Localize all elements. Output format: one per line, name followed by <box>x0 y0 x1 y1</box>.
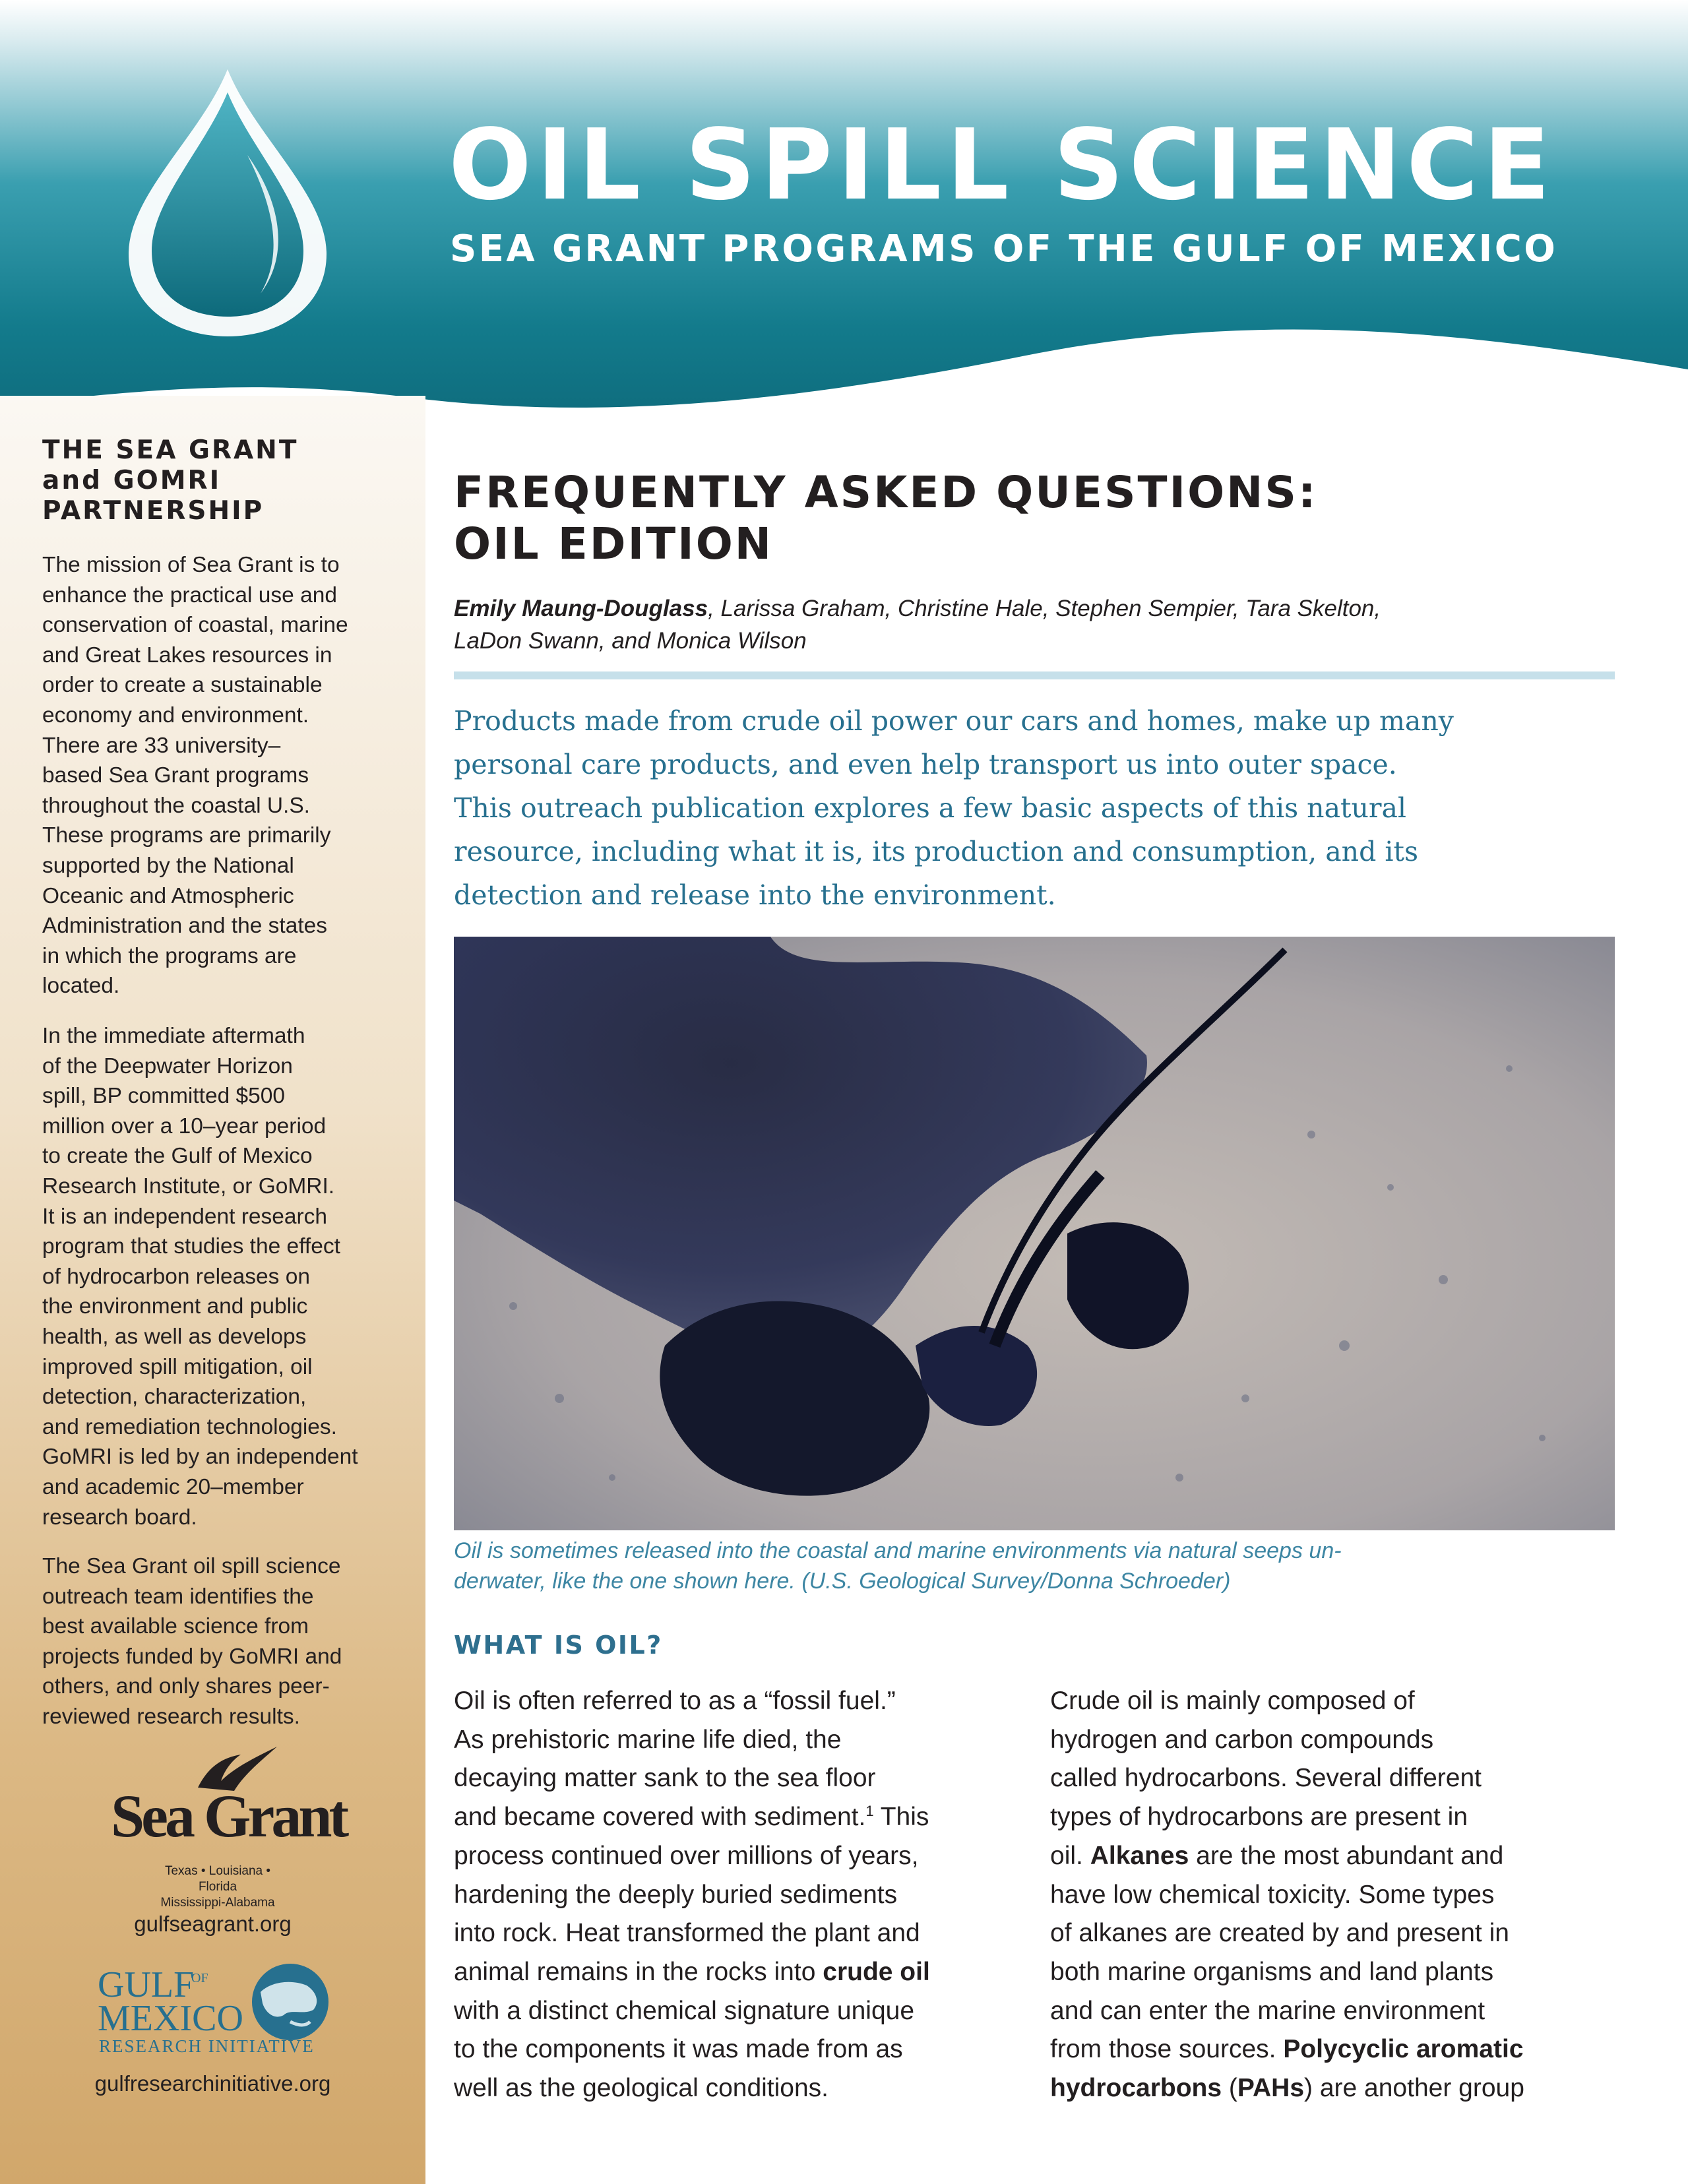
sea-grant-wordmark: Sea Grant <box>111 1782 346 1850</box>
gomri-logo-text-gulf: GULF <box>98 1964 195 2005</box>
sidebar-heading: THE SEA GRANT and GOMRI PARTNERSHIP <box>42 435 299 526</box>
sidebar-partnership <box>0 396 425 2184</box>
gomri-logo-text-of: OF <box>191 1971 208 1985</box>
lead-author: Emily Maung-Douglass <box>454 596 708 621</box>
footnote-ref: 1 <box>865 1803 874 1820</box>
term-crude-oil: crude oil <box>823 1957 930 1986</box>
section-heading-what-is-oil: WHAT IS OIL? <box>454 1631 663 1660</box>
sidebar-paragraph-outreach: The Sea Grant oil spill science outreach team identifies the best available science from projects funded by GoMRI and others, and only shares peer- reviewed research results. <box>42 1554 342 1729</box>
gomri-globe-icon <box>92 1962 343 2061</box>
sidebar-paragraph-gomri: In the immediate aftermath of the Deepwater Horizon spill, BP committed $500 million over a 10–year period to create the Gulf of Mexico Research Institute, or GoMRI. It is an independent research program that studies the effect of hydrocarbon releases on the environment and public health, as well as develops improved spill mitigation, oil detection, characterization, and remediation technologies. GoMRI is led by an independent and academic 20–member research board. <box>42 1024 358 1530</box>
body-column-right: Crude oil is mainly composed of hydrogen and carbon compounds called hydrocarbons. Several different types of hydrocarbons are present in oil. Alkanes are the most abundant and have low chemical toxicity. Some types of alkanes are created by and present in both marine organisms and land plants and can enter the marine environment from those sources. Polycyclic aromatic hydrocarbons (PAHs) are another group <box>1050 1687 1524 2103</box>
oil-seep-photo <box>454 937 1615 1530</box>
water-drop-icon <box>115 63 340 340</box>
sea-grant-logo <box>99 1741 346 1910</box>
gomri-logo-text-initiative: RESEARCH INITIATIVE <box>99 2036 315 2056</box>
faq-title: FREQUENTLY ASKED QUESTIONS: OIL EDITION <box>454 467 1318 569</box>
sea-grant-states: Texas • Louisiana • Florida Mississippi-Alabama <box>160 1864 275 1910</box>
gomri-logo-text-mexico: MEXICO <box>98 1998 243 2039</box>
gomri-url[interactable]: gulfresearchinitiative.org <box>94 2071 331 2096</box>
sea-grant-url[interactable]: gulfseagrant.org <box>134 1912 292 1936</box>
gomri-logo <box>92 1962 343 2061</box>
seafloor-image <box>454 937 1615 1530</box>
divider <box>454 671 1615 679</box>
intro-paragraph: Products made from crude oil power our cars and homes, make up many personal care products, and even help transport us into outer space. This outreach publication explores a few basic aspects of this natural resource, including what it is, its production and consumption, and its detection and release into the environment. <box>454 705 1454 911</box>
term-pah: Polycyclic aromatic <box>1283 2035 1524 2064</box>
publication-series-title: OIL SPILL SCIENCE <box>449 108 1555 222</box>
body-column-left: Oil is often referred to as a “fossil fuel.” As prehistoric marine life died, the decaying matter sank to the sea floor and became covered with sediment.$^1$ This process continued over millions of years, hardening the deeply buried sediments into rock. Heat transformed the plant and animal remains in the rocks into crude oil with a distinct chemical signature unique to the components it was made from as well as the geological conditions. <box>454 1687 930 2103</box>
photo-caption: Oil is sometimes released into the coastal and marine environments via natural seeps un- derwater, like the one shown here. (U.S. Geological Survey/Donna Schroeder) <box>454 1538 1342 1594</box>
sidebar-paragraph-mission: The mission of Sea Grant is to enhance the practical use and conservation of coastal, marine and Great Lakes resources in order to create a sustainable economy and environment. There are 33 university– based Sea Grant programs throughout the coastal U.S. These programs are primarily supported by the National Oceanic and Atmospheric Administration and the states in which the programs are located. <box>42 553 348 999</box>
header-banner <box>0 0 1688 435</box>
term-alkanes: Alkanes <box>1090 1841 1189 1870</box>
publication-series-subtitle: SEA GRANT PROGRAMS OF THE GULF OF MEXICO <box>450 228 1558 270</box>
author-list: Emily Maung-Douglass, Larissa Graham, Christine Hale, Stephen Sempier, Tara Skelton, LaDon Swann, and Monica Wilson <box>454 596 1381 654</box>
